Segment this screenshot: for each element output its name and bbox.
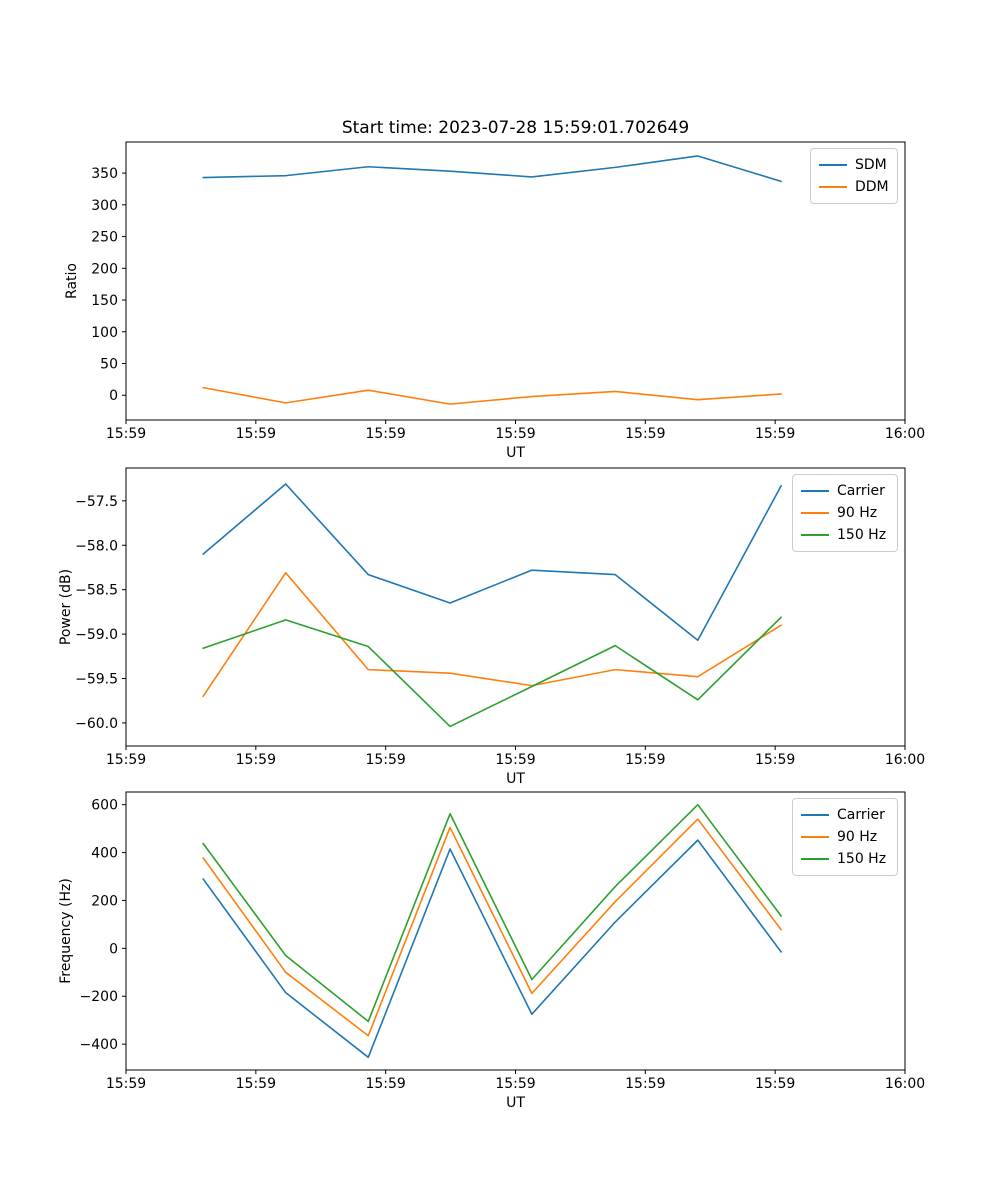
plot-line-90-hz [203,819,781,1036]
plot-line-150-hz [203,617,781,726]
x-tick-label: 15:59 [754,752,796,768]
legend-line-sample [819,164,847,166]
legend-line-sample [819,186,847,188]
legend-line-sample [801,490,829,492]
legend-label: 90 Hz [837,505,878,521]
plot-line-ddm [203,388,781,405]
legend-label: Carrier [837,483,885,499]
legend-chart-2 [792,474,898,552]
y-tick-label: 100 [91,324,118,341]
y-tick-label: −58.0 [75,538,118,555]
x-tick-label: 15:59 [365,426,406,442]
x-tick-label: 15:59 [105,752,147,768]
y-tick-label: −400 [79,1037,118,1054]
legend-label: 90 Hz [837,829,878,845]
legend-label: 150 Hz [837,851,887,867]
legend-entry-90-hz [801,502,889,524]
y-axis-label-ratio: Ratio [64,263,80,299]
y-tick-label: 300 [91,197,118,214]
x-tick-label: 15:59 [754,426,796,442]
legend-label: Carrier [837,807,885,823]
y-tick-label: 0 [109,388,118,405]
legend-chart-3 [792,798,898,876]
legend-line-sample [801,512,829,514]
legend-entry-150-hz [801,848,889,870]
legend-entry-sdm [819,154,889,176]
y-tick-label: −59.0 [75,627,118,644]
x-axis-label-3: UT [506,1095,525,1111]
y-tick-label: 250 [91,229,118,246]
x-tick-label: 15:59 [235,1076,277,1092]
x-tick-label: 15:59 [625,426,666,442]
x-tick-label: 15:59 [625,752,666,768]
y-tick-label: 150 [91,293,118,310]
y-tick-label: 200 [91,893,118,910]
legend-entry-150-hz [801,524,889,546]
x-tick-label: 16:00 [884,1076,926,1092]
legend-entry-carrier [801,804,889,826]
y-tick-label: 350 [91,166,118,183]
legend-line-sample [801,814,829,816]
y-tick-label: −60.0 [75,715,118,732]
legend-entry-ddm [819,176,889,198]
y-tick-label: −59.5 [75,671,118,688]
y-tick-label: −57.5 [75,493,118,510]
plot-line-90-hz [203,573,781,696]
legend-line-sample [801,858,829,860]
y-tick-label: 200 [91,261,118,278]
x-tick-label: 15:59 [495,1076,536,1092]
y-tick-label: −200 [79,989,118,1006]
y-axis-label-power: Power (dB) [58,568,74,646]
axes-frame [126,468,905,746]
x-tick-label: 15:59 [495,426,536,442]
x-tick-label: 16:00 [884,752,926,768]
legend-chart-1 [810,148,898,204]
y-tick-label: 600 [91,797,118,814]
legend-line-sample [801,534,829,536]
y-tick-label: 400 [91,845,118,862]
x-tick-label: 15:59 [235,752,277,768]
x-tick-label: 15:59 [235,426,277,442]
y-tick-label: 0 [109,941,118,958]
axes-frame [126,792,905,1070]
chart-title: Start time: 2023-07-28 15:59:01.702649 [341,118,690,138]
legend-label: DDM [855,179,889,195]
y-axis-label-frequency: Frequency (Hz) [58,878,74,984]
axes-frame [126,142,905,420]
x-tick-label: 15:59 [365,1076,406,1092]
legend-label: SDM [855,157,887,173]
legend-entry-carrier [801,480,889,502]
x-axis-label-1: UT [506,445,525,461]
legend-line-sample [801,836,829,838]
x-tick-label: 15:59 [754,1076,796,1092]
x-tick-label: 16:00 [884,426,926,442]
x-axis-label-2: UT [506,771,525,787]
legend-label: 150 Hz [837,527,887,543]
x-tick-label: 15:59 [625,1076,666,1092]
y-tick-label: −58.5 [75,582,118,599]
plot-line-carrier [203,840,781,1057]
y-tick-label: 50 [100,356,118,373]
x-tick-label: 15:59 [105,426,147,442]
x-tick-label: 15:59 [105,1076,147,1092]
x-tick-label: 15:59 [365,752,406,768]
plot-line-carrier [203,484,781,640]
legend-entry-90-hz [801,826,889,848]
x-tick-label: 15:59 [495,752,536,768]
plot-line-sdm [203,156,781,181]
